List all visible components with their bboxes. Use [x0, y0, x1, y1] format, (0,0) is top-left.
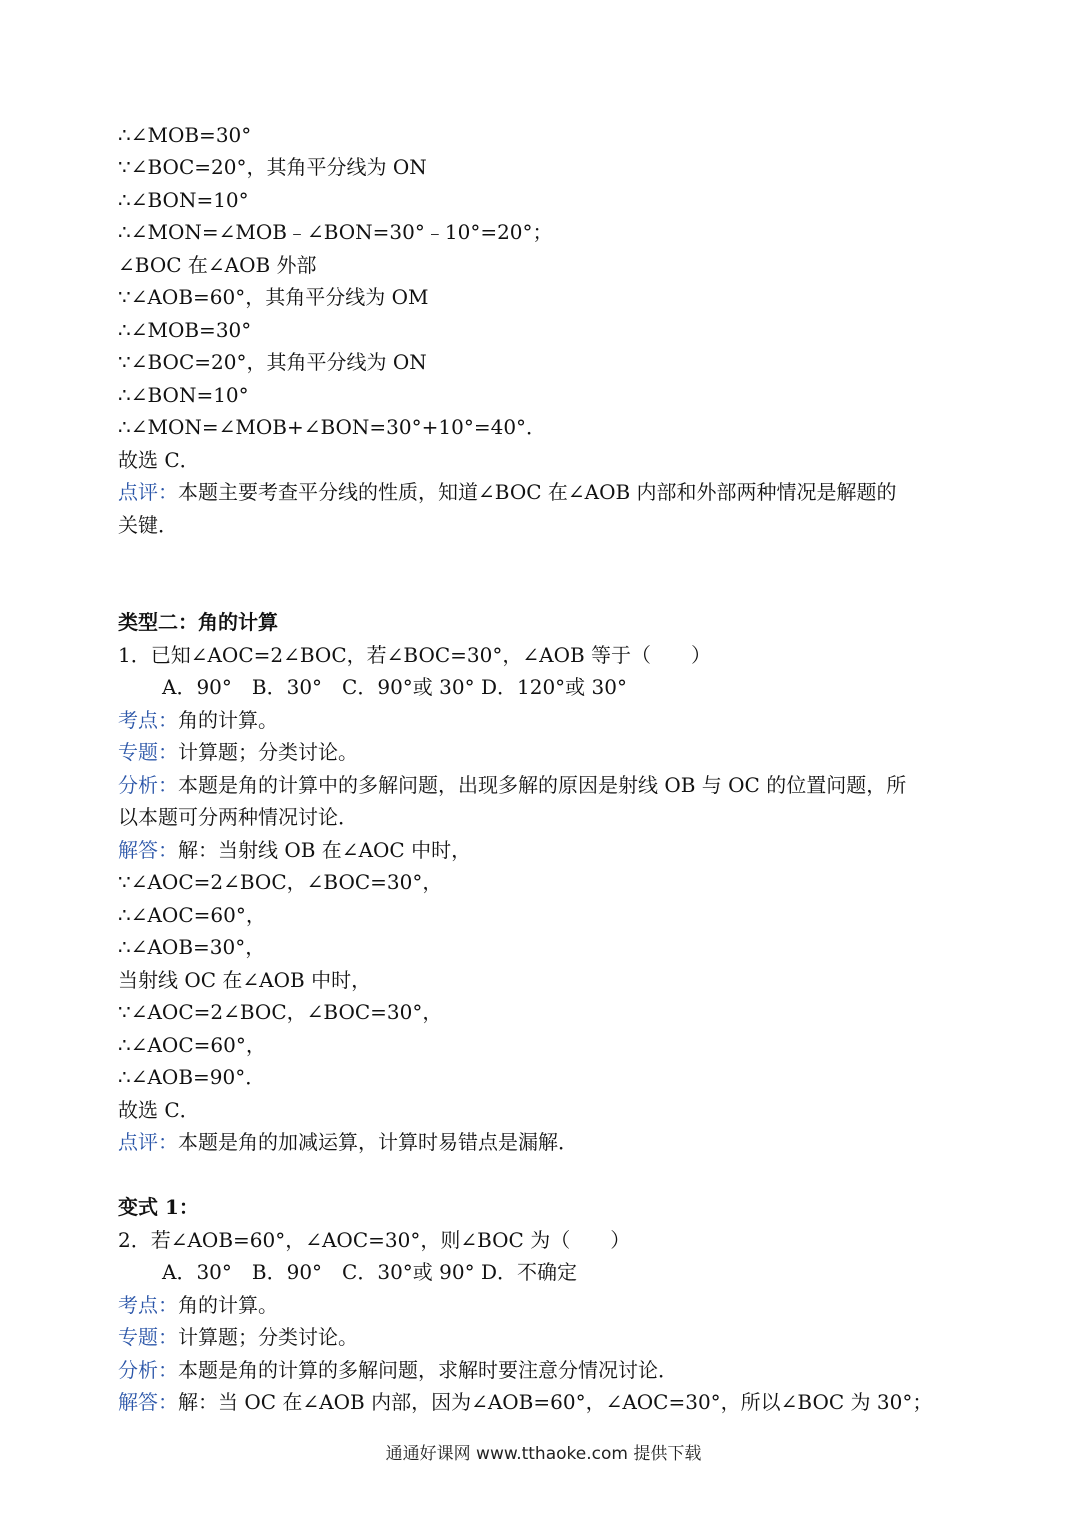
- text-line: ∵∠AOC=2∠BOC，∠BOC=30°，: [118, 870, 443, 894]
- question-1: 1．已知∠AOC=2∠BOC，若∠BOC=30°，∠AOB 等于（ ）: [118, 643, 712, 667]
- section-heading: 变式 1：: [118, 1195, 199, 1219]
- comment-label: 点评：: [118, 1130, 178, 1154]
- topic-text: 计算题；分类讨论。: [178, 740, 358, 764]
- analysis-text: 本题是角的计算中的多解问题，出现多解的原因是射线 OB 与 OC 的位置问题，所: [178, 773, 907, 797]
- text-line: ∴∠AOC=60°，: [118, 903, 266, 927]
- topic-label: 专题：: [118, 740, 178, 764]
- analysis-label: 分析：: [118, 773, 178, 797]
- comment-text: 本题主要考查平分线的性质，知道∠BOC 在∠AOB 内部和外部两种情况是解题的: [178, 480, 897, 504]
- text-line: ∴∠AOB=30°，: [118, 935, 266, 959]
- analysis-label: 分析：: [118, 1358, 178, 1382]
- question-2-options: A．30° B．90° C．30°或 90° D．不确定: [162, 1260, 577, 1284]
- text-line: 故选 C．: [118, 448, 200, 472]
- question-2: 2．若∠AOB=60°，∠AOC=30°，则∠BOC 为（ ）: [118, 1228, 631, 1252]
- q2-answer-line: [118, 1388, 932, 1416]
- q1-analysis-line: [118, 771, 906, 799]
- text-line: 关键．: [118, 513, 178, 537]
- comment-text: 本题是角的加减运算，计算时易错点是漏解．: [178, 1130, 578, 1154]
- text-line: ∴∠AOC=60°，: [118, 1033, 266, 1057]
- text-line: ∴∠MOB=30°: [118, 123, 252, 147]
- text-line: 当射线 OC 在∠AOB 中时，: [118, 968, 372, 992]
- text-line: ∴∠MON=∠MOB+∠BON=30°+10°=40°．: [118, 415, 547, 439]
- answer-text: 解：当射线 OB 在∠AOC 中时，: [178, 838, 472, 862]
- analysis-text: 本题是角的计算的多解问题，求解时要注意分情况讨论．: [178, 1358, 678, 1382]
- q1-topic-line: [118, 738, 358, 766]
- topic-label: 专题：: [118, 1325, 178, 1349]
- text-line: ∴∠BON=10°: [118, 383, 249, 407]
- text-line: ∠BOC 在∠AOB 外部: [118, 253, 317, 277]
- section-heading: 类型二：角的计算: [118, 610, 278, 634]
- question-1-options: A．90° B．30° C．90°或 30° D．120°或 30°: [162, 675, 627, 699]
- comment-line: [118, 478, 897, 506]
- text-line: ∵∠AOB=60°，其角平分线为 OM: [118, 285, 429, 309]
- point-label: 考点：: [118, 708, 178, 732]
- text-line: ∴∠BON=10°: [118, 188, 249, 212]
- point-text: 角的计算。: [178, 708, 278, 732]
- text-line: ∵∠BOC=20°，其角平分线为 ON: [118, 155, 427, 179]
- text-line: ∴∠MOB=30°: [118, 318, 252, 342]
- answer-label: 解答：: [118, 1390, 178, 1414]
- topic-text: 计算题；分类讨论。: [178, 1325, 358, 1349]
- point-label: 考点：: [118, 1293, 178, 1317]
- text-line: 故选 C．: [118, 1098, 200, 1122]
- answer-text: 解：当 OC 在∠AOB 内部，因为∠AOB=60°，∠AOC=30°，所以∠BOC 为 30°；: [178, 1390, 933, 1414]
- q2-topic-line: [118, 1323, 358, 1351]
- comment-label: 点评：: [118, 480, 178, 504]
- answer-label: 解答：: [118, 838, 178, 862]
- q1-point-line: [118, 706, 278, 734]
- q1-answer-line: [118, 836, 471, 864]
- page-footer: 通通好课网 www.tthaoke.com 提供下载: [385, 1444, 702, 1464]
- q1-comment-line: [118, 1128, 578, 1156]
- point-text: 角的计算。: [178, 1293, 278, 1317]
- text-line: 以本题可分两种情况讨论．: [118, 805, 358, 829]
- text-line: ∵∠AOC=2∠BOC，∠BOC=30°，: [118, 1000, 443, 1024]
- q2-analysis-line: [118, 1356, 678, 1384]
- text-line: ∴∠MON=∠MOB﹣∠BON=30°﹣10°=20°；: [118, 220, 553, 244]
- text-line: ∵∠BOC=20°，其角平分线为 ON: [118, 350, 427, 374]
- q2-point-line: [118, 1291, 278, 1319]
- text-line: ∴∠AOB=90°．: [118, 1065, 266, 1089]
